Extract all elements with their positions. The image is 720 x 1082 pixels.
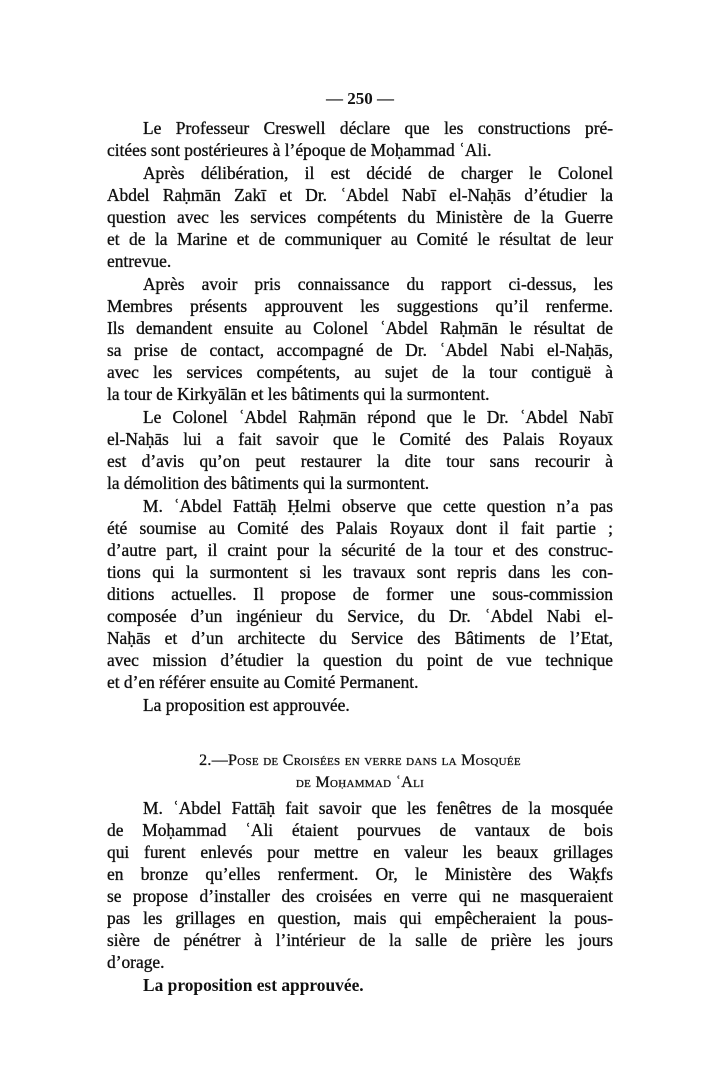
text-line: Le Professeur Creswell déclare que les constructions pré- [143,118,613,138]
text-line: M. ʿAbdel Fattāḥ Ḥelmi observe que cette question n’a pas [143,496,613,516]
text-line: avec les services compétents, au sujet de la tour contiguë à [107,362,613,382]
text-line: qui furent enlevés pour mettre en valeur les beaux grillages [107,842,613,862]
text-line: ditions actuelles. Il propose de former une sous-commission [107,584,613,604]
text-line: M. ʿAbdel Fattāḥ fait savoir que les fenêtres de la mosquée [143,798,613,818]
paragraph [107,495,613,693]
text-line: avec mission d’étudier la question du point de vue technique [107,650,613,670]
document-page [107,88,613,997]
paragraph [107,117,613,161]
text-line: la démolition des bâtiments qui la surmontent. [107,473,430,493]
text-line: d’orage. [107,952,165,972]
text-line: sa prise de contact, accompagné de Dr. ʿAbdel Nabi el-Naḥās, [107,340,613,360]
text-line: est d’avis qu’on peut restaurer la dite tour sans recourir à [107,451,613,471]
text-line: citées sont postérieures à l’époque de Moḥammad ʿAli. [107,140,492,160]
paragraph [107,406,613,494]
text-line: été soumise au Comité des Palais Royaux dont il fait partie ; [107,518,613,538]
paragraph [107,273,613,405]
text-line: et de la Marine et de communiquer au Comité le résultat de leur [107,229,613,249]
paragraph [107,694,613,716]
text-line: et d’en référer ensuite au Comité Permanent. [107,672,419,692]
paragraph [107,974,613,996]
body-text-after [107,797,613,996]
text-line: Ils demandent ensuite au Colonel ʿAbdel Raḥmān le résultat de [107,318,613,338]
text-line: pas les grillages en question, mais qui empêcheraient la pous- [107,908,613,928]
text-line: la tour de Kirkyālān et les bâtiments qui la surmontent. [107,384,490,404]
text-line: de Moḥammad ʿAli étaient pourvues de vantaux de bois [107,820,613,840]
text-line: question avec les services compétents du Ministère de la Guerre [107,207,613,227]
text-line: La proposition est approuvée. [143,695,350,715]
text-line: el-Naḥās lui a fait savoir que le Comité des Palais Royaux [107,429,613,449]
text-line: d’autre part, il craint pour la sécurité de la tour et des construc- [107,540,613,560]
paragraph [107,162,613,272]
text-line: Abdel Raḥmān Zakī et Dr. ʿAbdel Nabī el-Naḥās d’étudier la [107,185,613,205]
paragraph [107,797,613,973]
text-line: Après avoir pris connaissance du rapport ci-dessus, les [143,274,613,294]
text-line: entrevue. [107,251,172,271]
text-line: Le Colonel ʿAbdel Raḥmān répond que le Dr. ʿAbdel Nabī [143,407,613,427]
text-line: se propose d’installer des croisées en verre qui ne masqueraient [107,886,613,906]
section-heading-line: de Moḥammad ʿAli [295,774,425,791]
text-line: sière de pénétrer à l’intérieur de la salle de prière les jours [107,930,613,950]
text-line: Membres présents approuvent les suggestions qu’il renferme. [107,296,613,316]
text-line: La proposition est approuvée. [143,975,364,995]
section-heading-line: 2.—Pose de Croisées en verre dans la Mosquée [199,752,521,769]
text-line: en bronze qu’elles renferment. Or, le Ministère des Waḳfs [107,864,613,884]
page-number: — 250 — [326,89,394,108]
text-line: Après délibération, il est décidé de charger le Colonel [143,163,613,183]
text-line: composée d’un ingénieur du Service, du Dr. ʿAbdel Nabi el- [107,606,613,626]
section-heading [107,750,613,794]
text-line: Naḥās et d’un architecte du Service des Bâtiments de l’Etat, [107,628,613,648]
body-text-before [107,117,613,716]
text-line: tions qui la surmontent si les travaux sont repris dans les con- [107,562,613,582]
